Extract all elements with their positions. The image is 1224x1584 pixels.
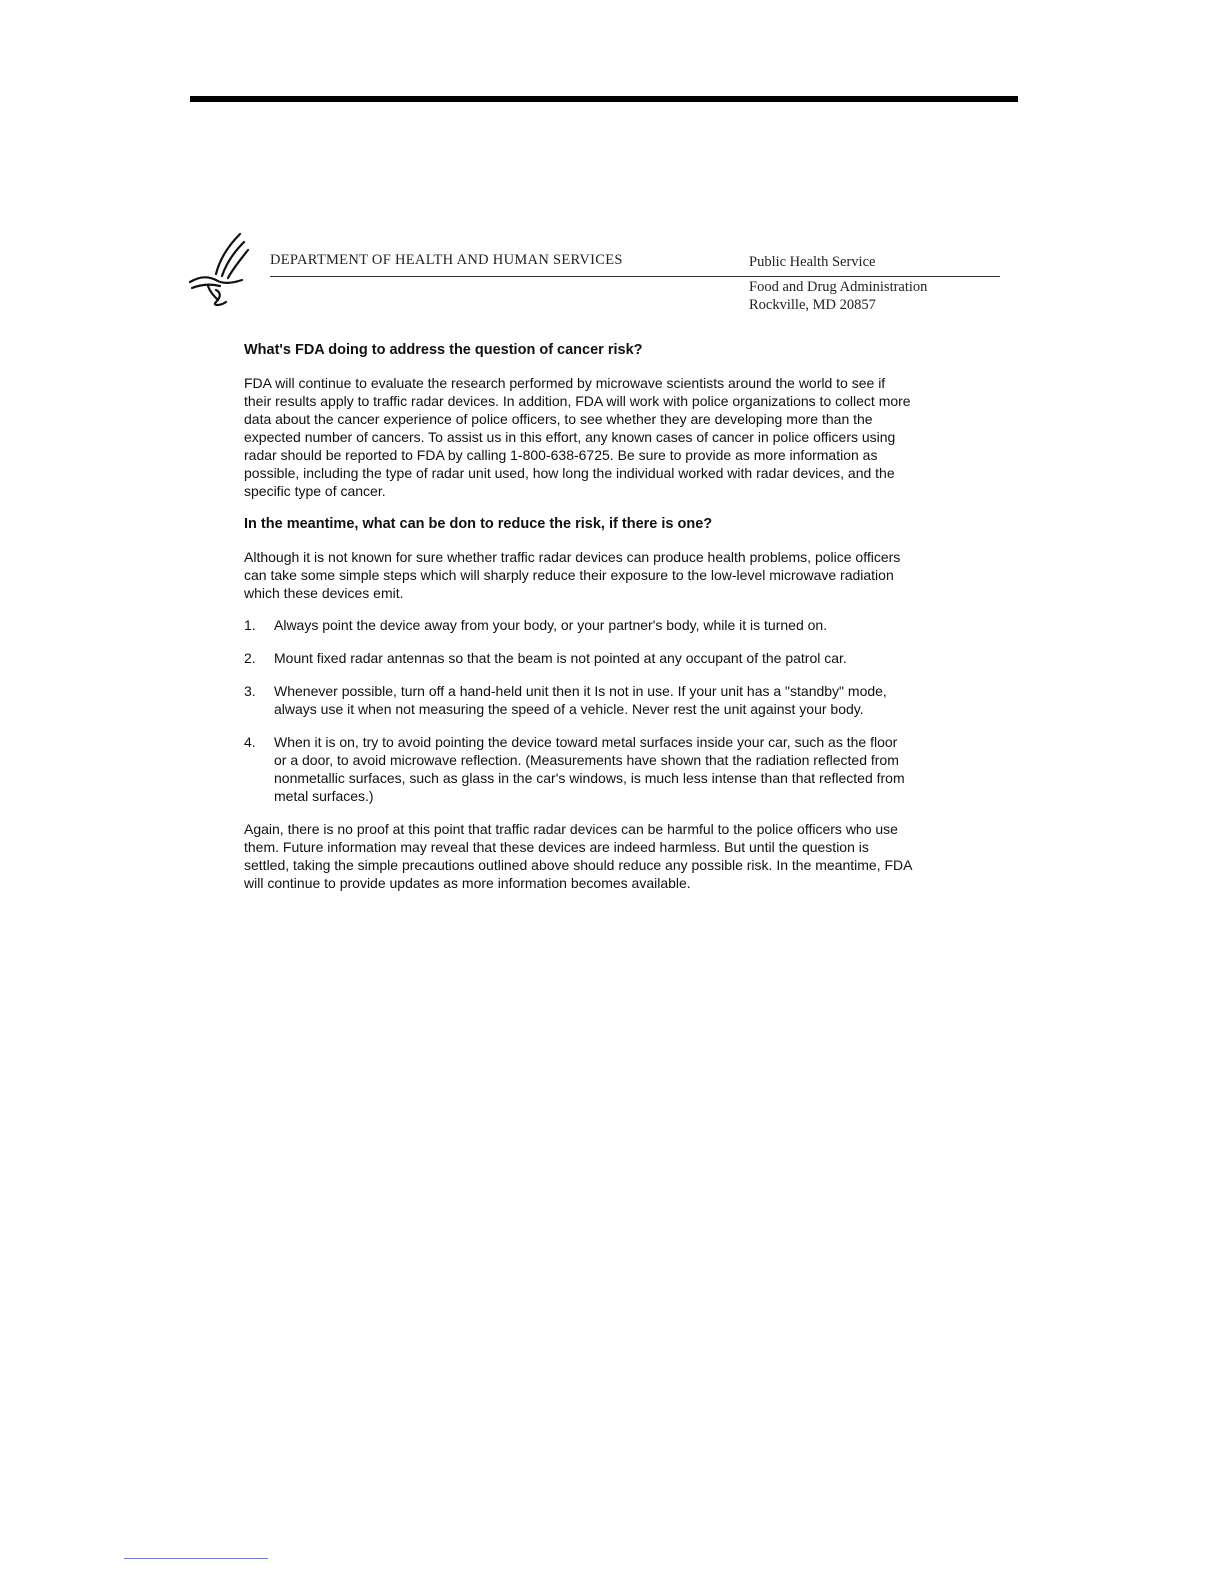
section2-intro: Although it is not known for sure whether traffic radar devices can produce health problems, police officers can take some simple steps which will sharply reduce their exposure to the low-level microwave radiation which these devices emit. <box>244 549 901 601</box>
list-item-text: Whenever possible, turn off a hand-held unit then it Is not in use. If your unit has a "standby" mode, always use it when not measuring the speed of a vehicle. Never rest the unit against your body. <box>274 683 887 717</box>
list-item <box>244 682 912 718</box>
document-body <box>244 340 912 906</box>
list-item <box>244 616 912 634</box>
top-rule <box>190 96 1018 102</box>
section1-heading: What's FDA doing to address the question of cancer risk? <box>244 342 643 358</box>
section1-paragraph: FDA will continue to evaluate the research performed by microwave scientists around the world to see if their results apply to traffic radar devices. In addition, FDA will work with police organizations to collect more data about the cancer experience of police officers, to see whether they are developing more than the expected number of cancers. To assist us in this effort, any known cases of cancer in police officers using radar should be reported to FDA by calling 1-800-638-6725. Be sure to provide as more information as possible, including the type of radar unit used, how long the individual worked with radar devices, and the specific type of cancer. <box>244 375 911 499</box>
section2-heading: In the meantime, what can be don to reduce the risk, if there is one? <box>244 516 713 532</box>
list-item-text: Always point the device away from your body, or your partner's body, while it is turned on. <box>274 617 828 633</box>
list-item-number: 3. <box>244 683 256 699</box>
list-item <box>244 733 912 805</box>
list-item-number: 2. <box>244 650 256 666</box>
agency-address-block <box>749 278 927 314</box>
department-name: DEPARTMENT OF HEALTH AND HUMAN SERVICES <box>270 252 623 268</box>
service-name: Public Health Service <box>749 254 876 270</box>
letterhead-rule <box>270 276 1000 277</box>
hhs-eagle-logo-icon <box>186 230 252 308</box>
list-item-number: 4. <box>244 734 256 750</box>
closing-paragraph: Again, there is no proof at this point that traffic radar devices can be harmful to the police officers who use them. Future information may reveal that these devices are indeed harmless. But until the question is settled, taking the simple precautions outlined above should reduce any possible risk. In the meantime, FDA will continue to provide updates as more information becomes available. <box>244 821 912 891</box>
list-item-text: Mount fixed radar antennas so that the beam is not pointed at any occupant of the patrol car. <box>274 650 847 666</box>
list-item-text: When it is on, try to avoid pointing the device toward metal surfaces inside your car, such as the floor or a door, to avoid microwave reflection. (Measurements have shown that the radiation reflected from nonmetallic surfaces, such as glass in the car's windows, is much less intense than that reflected from metal surfaces.) <box>274 734 905 804</box>
agency-address: Rockville, MD 20857 <box>749 297 876 313</box>
precautions-list <box>244 616 912 805</box>
list-item-number: 1. <box>244 617 256 633</box>
list-item <box>244 649 912 667</box>
agency-name: Food and Drug Administration <box>749 279 928 295</box>
footnote-rule <box>124 1558 268 1559</box>
